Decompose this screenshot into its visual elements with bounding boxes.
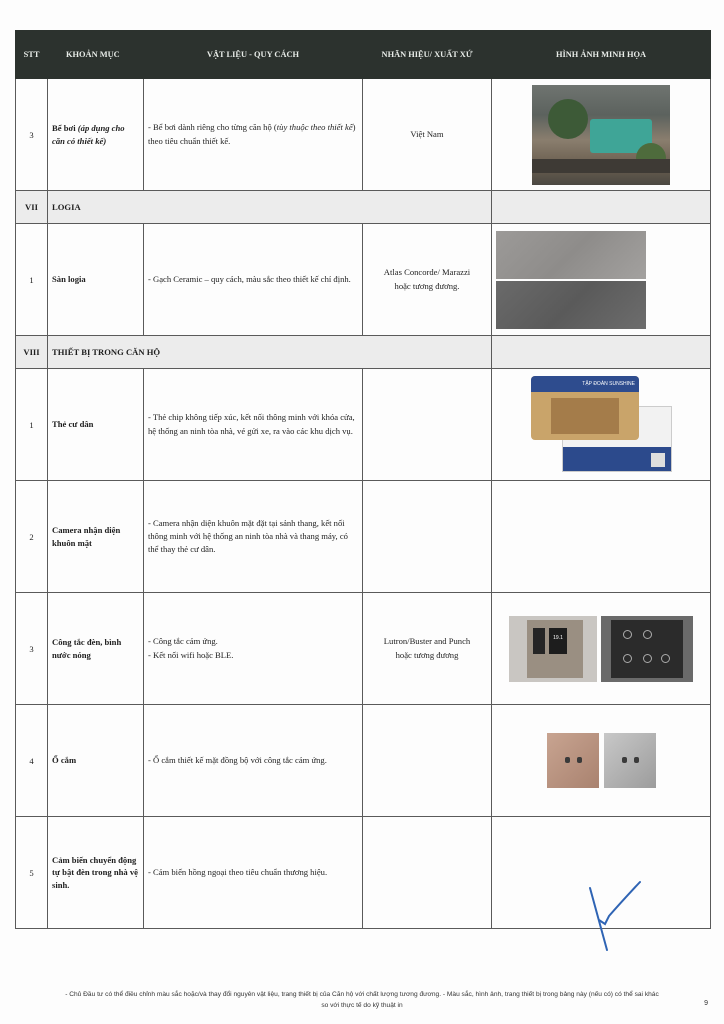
row-image	[492, 481, 711, 593]
section-number: VIII	[16, 336, 48, 369]
header-brand: NHÃN HIỆU/ XUẤT XỨ	[363, 31, 492, 79]
touch-switch-panels	[509, 616, 693, 682]
socket-plates	[547, 733, 656, 788]
table-row-sockets	[16, 705, 711, 817]
material-line: - Kết nối wifi hoặc BLE.	[148, 649, 234, 660]
row-stt: 2	[16, 481, 48, 593]
row-stt: 3	[16, 593, 48, 705]
thermostat-reading: 19.1	[549, 628, 567, 654]
footer-note-line: - Chủ Đầu tư có thể điều chỉnh màu sắc hoặc/và thay đổi nguyên vật liệu, trang thiết bị của Căn hộ với chất lượng tương đương. - Màu sắc, hình ảnh, trang thiết bị trong bảng này (nếu có) có thể sai khác	[65, 991, 659, 998]
thermostat-switch	[509, 616, 597, 682]
section-number: VII	[16, 191, 48, 224]
row-image	[492, 79, 711, 191]
row-brand	[363, 593, 492, 705]
row-image	[492, 224, 711, 336]
section-empty-cell	[492, 191, 711, 224]
section-row-logia	[16, 191, 711, 224]
row-item-name: Công tắc đèn, bình nước nóng	[48, 593, 144, 705]
row-stt: 4	[16, 705, 48, 817]
row-item-name: Thẻ cư dân	[48, 369, 144, 481]
footer-note	[0, 989, 724, 1011]
page-number: 9	[704, 1000, 708, 1007]
material-text: - Bể bơi dành riêng cho từng căn hộ (	[148, 122, 277, 133]
brand-line: Atlas Concorde/ Marazzi	[383, 266, 471, 277]
row-material	[144, 593, 363, 705]
brand-line: hoặc tương đương.	[394, 280, 460, 291]
card-front	[531, 376, 639, 440]
resident-card-image	[531, 376, 671, 474]
ceramic-tile-samples	[496, 231, 646, 329]
row-material	[144, 79, 363, 191]
row-item-name: Sàn logia	[48, 224, 144, 336]
table-row-pool	[16, 79, 711, 191]
footer-note-line: so với thực tế do kỹ thuật in	[321, 1002, 403, 1009]
pool-photo	[532, 85, 670, 185]
signature-mark	[585, 880, 645, 960]
section-row-apartment-devices	[16, 336, 711, 369]
row-stt: 1	[16, 224, 48, 336]
header-item: KHOẢN MỤC	[48, 31, 144, 79]
dark-touch-switch	[601, 616, 693, 682]
spec-table	[15, 30, 711, 929]
qr-code-icon	[651, 453, 665, 467]
section-title: THIẾT BỊ TRONG CĂN HỘ	[48, 336, 492, 369]
tile-light-sample	[496, 231, 646, 279]
card-label: TẬP ĐOÀN SUNSHINE	[531, 376, 639, 392]
section-title: LOGIA	[48, 191, 492, 224]
row-brand	[363, 369, 492, 481]
brand-line: hoặc tương đương	[395, 649, 459, 660]
material-italic: tùy thuộc theo thiết kế	[276, 122, 353, 133]
table-row-face-camera	[16, 481, 711, 593]
row-brand	[363, 705, 492, 817]
row-material: - Gạch Ceramic – quy cách, màu sắc theo thiết kế chỉ định.	[144, 224, 363, 336]
row-stt: 1	[16, 369, 48, 481]
table-row-logia-floor	[16, 224, 711, 336]
row-material: - Ổ cắm thiết kế mặt đồng bộ với công tắc cảm ứng.	[144, 705, 363, 817]
row-image	[492, 369, 711, 481]
row-material: - Cảm biến hồng ngoại theo tiêu chuẩn thương hiệu.	[144, 817, 363, 929]
row-material: - Camera nhận diện khuôn mặt đặt tại sảnh thang, kết nối thông minh với hệ thống an ninh tòa nhà và thang máy, có thể thay thẻ cư dân.	[144, 481, 363, 593]
table-row-switches	[16, 593, 711, 705]
row-image	[492, 705, 711, 817]
row-item-name: Cảm biến chuyển động tự bật đèn trong nhà vệ sinh.	[48, 817, 144, 929]
material-text-end: ) theo tiêu chuẩn thiết kế.	[148, 122, 356, 146]
table-row-resident-card	[16, 369, 711, 481]
row-image	[492, 593, 711, 705]
row-stt: 5	[16, 817, 48, 929]
row-item-name	[48, 79, 144, 191]
row-brand	[363, 817, 492, 929]
row-brand	[363, 224, 492, 336]
tile-dark-sample	[496, 281, 646, 329]
header-image: HÌNH ẢNH MINH HỌA	[492, 31, 711, 79]
socket-rose-gold	[547, 733, 599, 788]
row-item-name: Ổ cắm	[48, 705, 144, 817]
table-header-row	[16, 31, 711, 79]
section-empty-cell	[492, 336, 711, 369]
row-brand	[363, 481, 492, 593]
material-line: - Công tắc cảm ứng.	[148, 636, 218, 647]
header-stt: STT	[16, 31, 48, 79]
brand-line: Lutron/Buster and Punch	[383, 635, 471, 646]
row-item-name: Camera nhận diện khuôn mặt	[48, 481, 144, 593]
socket-silver	[604, 733, 656, 788]
header-material: VẬT LIỆU - QUY CÁCH	[144, 31, 363, 79]
item-name-text: Bể bơi	[52, 123, 76, 134]
row-stt: 3	[16, 79, 48, 191]
item-name-note: (áp dụng cho căn có thiết kế)	[52, 123, 125, 146]
row-material: - Thẻ chip không tiếp xúc, kết nối thông minh với khóa cửa, hệ thống an ninh tòa nhà, vé gửi xe, ra vào các khu dịch vụ.	[144, 369, 363, 481]
row-brand: Việt Nam	[363, 79, 492, 191]
